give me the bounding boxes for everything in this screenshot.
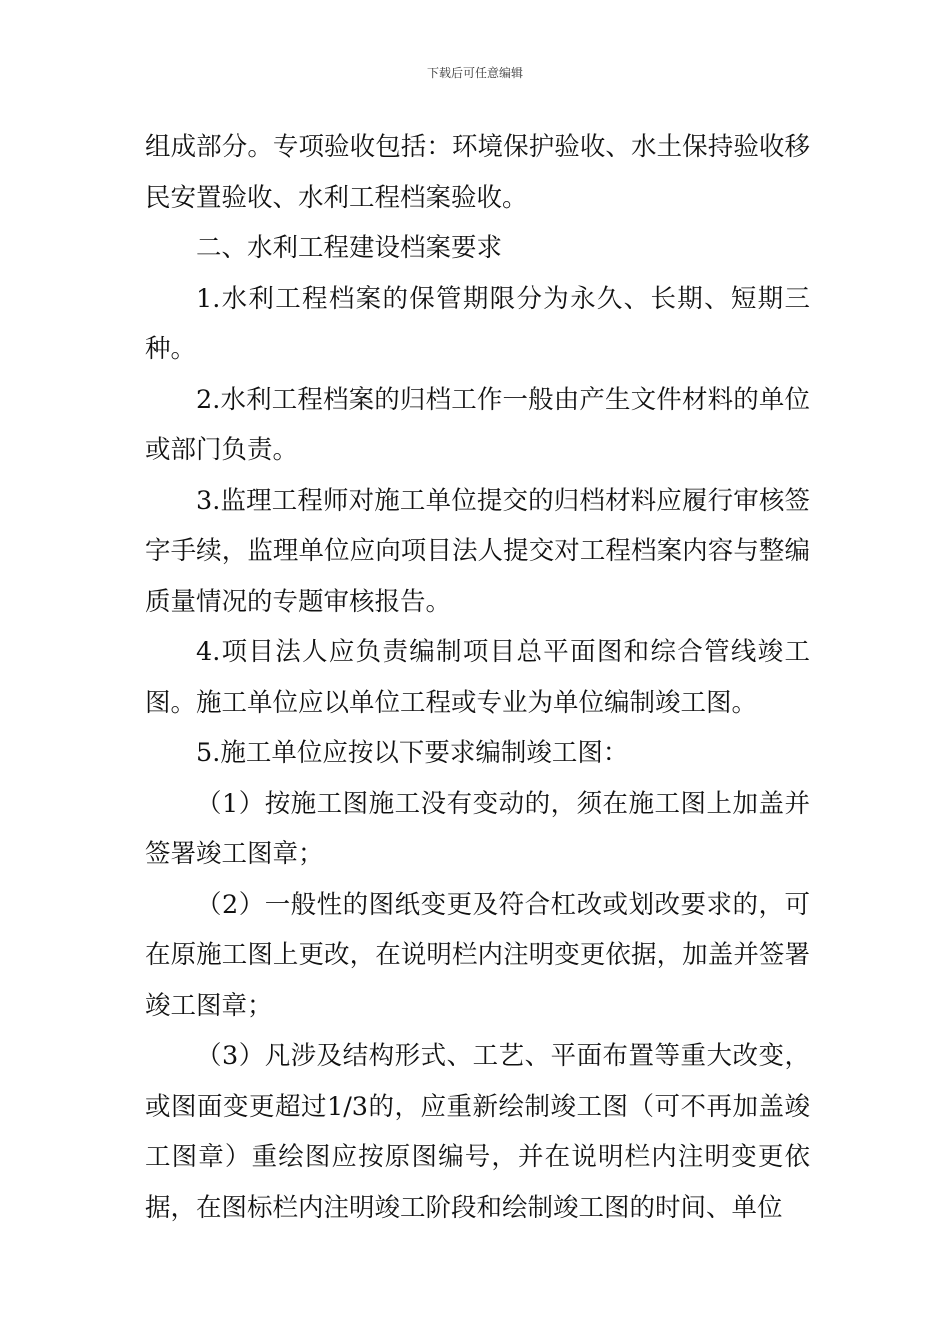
- paragraph-3: 1.水利工程档案的保管期限分为永久、长期、短期三种。: [145, 283, 810, 364]
- paragraph-4: 2.水利工程档案的归档工作一般由产生文件材料的单位或部门负责。: [145, 384, 810, 465]
- paragraph-9: （2）一般性的图纸变更及符合杠改或划改要求的，可在原施工图上更改，在说明栏内注明变更依据，加盖并签署竣工图章；: [145, 889, 810, 1021]
- paragraph-1: 组成部分。专项验收包括：环境保护验收、水土保持验收移民安置验收、水利工程档案验收。: [145, 132, 810, 213]
- paragraph-8: （1）按施工图施工没有变动的，须在施工图上加盖并签署竣工图章；: [145, 788, 810, 869]
- paragraph-10: （3）凡涉及结构形式、工艺、平面布置等重大改变，或图面变更超过1/3的，应重新绘制竣工图（可不再加盖竣工图章）重绘图应按原图编号，并在说明栏内注明变更依据，在图标栏内注明竣工阶段和绘制竣工图的时间、单位: [145, 1041, 810, 1223]
- header-note: 下载后可任意编辑: [426, 66, 523, 80]
- document-body: [145, 122, 810, 1233]
- paragraph-6: 4.项目法人应负责编制项目总平面图和综合管线竣工图。施工单位应以单位工程或专业为单位编制竣工图。: [145, 637, 810, 718]
- paragraph-5: 3.监理工程师对施工单位提交的归档材料应履行审核签字手续，监理单位应向项目法人提交对工程档案内容与整编质量情况的专题审核报告。: [145, 485, 810, 617]
- paragraph-7: 5.施工单位应按以下要求编制竣工图：: [196, 738, 629, 768]
- paragraph-2-section-heading: 二、水利工程建设档案要求: [196, 233, 503, 263]
